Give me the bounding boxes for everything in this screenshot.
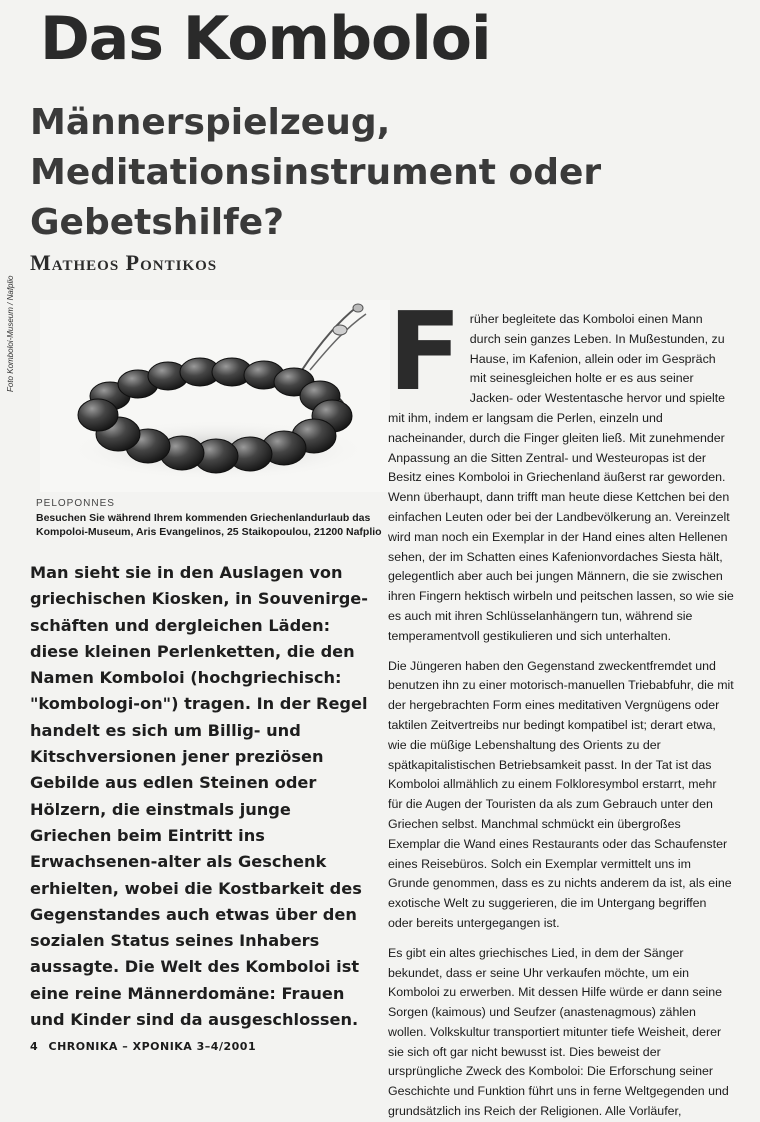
body-paragraph-1-text: rüher begleitete das Komboloi einen Mann durch sein ganzes Leben. In Mußestunden, zu Hause, im Kafenion, allein oder im Gespräch mit seinesgleichen holte er es aus seiner Jacken- oder Westentasche hervor und spielte mit ihm, indem er langsam die Perlen, einzeln und nacheinander, durch die Finger gleiten ließ. Mit zunehmender Anpassung an die Sitten Zentral- und Westeuropas ist der Besitz eines Komboloi in Griechenland äußerst rar geworden. Wenn überhaupt, dann trifft man heute diese Kettchen bei den einfachen Leuten oder bei der Landbevölkerung an. Vereinzelt wird man noch ein Exemplar in der Hand eines alten Hellenen sehen, der im Schatten eines Kafenionvordaches Siesta hält, gelegentlich aber auch bei jungen Männern, die sie zwischen ihren Fingern hektisch wirbeln und peitschen lassen, so wie sie es auch mit ihren Schlüsselanhängern tun, während sie temperamentvoll gestikulieren und sich unterhalten.	[388, 312, 734, 643]
page-footer	[30, 1040, 256, 1053]
drop-cap: F	[388, 290, 462, 415]
body-paragraph-3: Es gibt ein altes griechisches Lied, in dem der Sänger bekundet, dass er seine Uhr verkaufen möchte, um ein Komboloi zu erwerben. Mit dessen Hilfe würde er dann seine Sorgen (kaimous) und Seufzer (anastenagmous) zählen wollen. Volkskultur transportiert mitunter tiefe Weisheit, derer sie sich oft gar nicht bewusst ist. Dies beweist der ursprüngliche Zweck des Komboloi: Die Erforschung seiner Geschichte und Funktion führt uns in ferne Weltgegenden und grundsätzlich ins Reich der Religionen. Alle Vorläufer,	[388, 945, 729, 1119]
photo-caption	[36, 498, 396, 539]
caption-location: PELOPONNES	[36, 498, 115, 509]
photo-credit: Foto Komboloi-Museum / Nafplio	[6, 275, 15, 392]
lead-paragraph: Man sieht sie in den Auslagen von griechischen Kiosken, in Souvenirge-schäften und dergleichen Läden: diese kleinen Perlenketten, die den Namen Komboloi (hochgriechisch: "kombologi-on") tragen. In der Regel handelt es sich um Billig- und Kitschversionen jener preziösen Gebilde aus edlen Steinen oder Hölzern, die einstmals junge Griechen beim Eintritt ins Erwachsenen-alter als Geschenk erhielten, wobei die Kostbarkeit des Gegenstandes auch etwas über den sozialen Status seines Inhabers aussagte. Die Welt des Komboloi ist eine reine Männerdomäne: Frauen und Kinder sind da ausgeschlossen.	[30, 563, 369, 1030]
caption-text: Besuchen Sie während Ihrem kommenden Griechenlandurlaub das Kompoloi-Museum, Aris Evangelinos, 25 Staikopoulou, 21200 Nafplio	[36, 512, 382, 538]
magazine-issue: CHRONIKA – XPONIKA 3–4/2001	[48, 1040, 257, 1053]
komboloi-illustration	[40, 300, 390, 492]
article-author: Matheos Pontikos	[30, 250, 218, 275]
komboloi-photo	[40, 300, 390, 492]
article-title: Das Komboloi	[40, 4, 491, 74]
article-subtitle: Männerspielzeug, Meditationsinstrument oder Gebetshilfe?	[30, 102, 602, 243]
body-paragraph-1	[388, 290, 734, 647]
body-column	[388, 290, 734, 1122]
page-number: 4	[30, 1040, 39, 1053]
body-paragraph-2: Die Jüngeren haben den Gegenstand zweckentfremdet und benutzen ihn zu einer motorisch-manuellen Triebabfuhr, die mit der hergebrachten Form eines meditativen Vergnügens oder taktilen Zeitvertreibs nur bedingt kompatibel ist; derart etwa, wie die müßige Lebenshaltung des Orients zu der spätkapitalistischen Betriebsamkeit passt. In der Tat ist das Komboloi allmählich zu einem Folkloresymbol erstarrt, mehr für die Augen der Touristen da als zum Gebrauch unter den Griechen selbst. Manchmal schmückt ein übergroßes Exemplar die Wand eines Restaurants oder das Schaufenster eines Reisebüros. Solch ein Exemplar vermittelt uns im Grunde genommen, dass es zu nichts anderem da ist, als eine exotische Welt zu suggerieren, die im Untergang begriffen oder bereits untergegangen ist.	[388, 658, 734, 930]
